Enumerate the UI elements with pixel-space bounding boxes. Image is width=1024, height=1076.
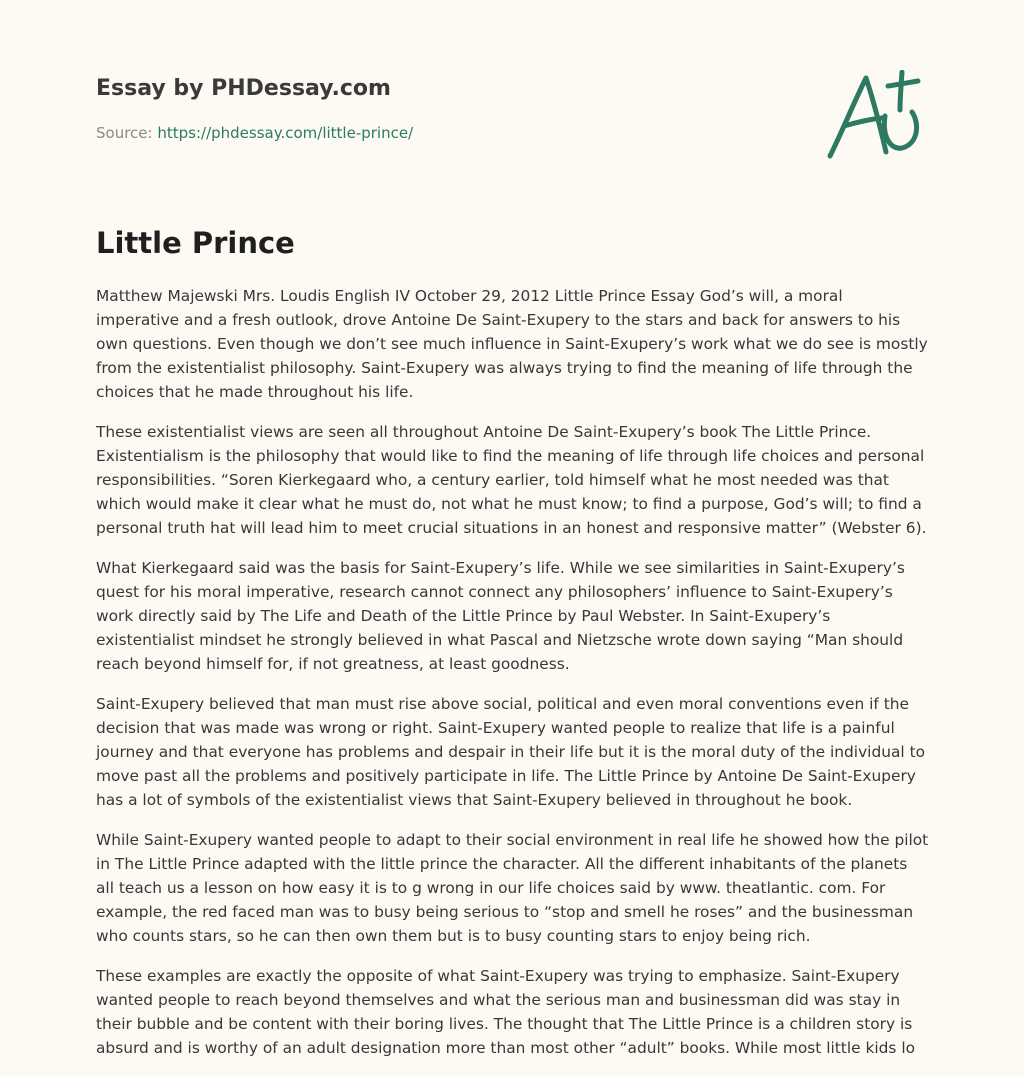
site-brand: Essay by PHDessay.com <box>96 76 391 101</box>
essay-paragraph: These examples are exactly the opposite of what Saint-Exupery was trying to emphasize. Saint-Exupery wanted people to reach beyond themselves and what the serious man and businessman did was stay in their bubble and be content with their boring lives. The thought that The Little Prince is a children story is absurd and is worthy of an adult designation more than most other “adult” books. While most little kids lo <box>96 967 916 1057</box>
essay-body <box>96 284 930 1076</box>
essay-paragraph: While Saint-Exupery wanted people to adapt to their social environment in real life he showed how the pilot in The Little Prince adapted with the little prince the character. All the different inhabitants of the planets all teach us a lesson on how easy it is to g wrong in our life choices said by www. theatlantic. com. For example, the red faced man was to busy being serious to “stop and smell he roses” and the businessman who counts stars, so he can then own them but is to busy counting stars to enjoy being rich. <box>96 831 929 945</box>
source-label: Source: <box>96 124 153 142</box>
essay-paragraph: What Kierkegaard said was the basis for Saint-Exupery’s life. While we see similarities in Saint-Exupery’s quest for his moral imperative, research cannot connect any philosophers’ influence to Saint-Exupery’s work directly said by The Life and Death of the Little Prince by Paul Webster. In Saint-Exupery’s existentialist mindset he strongly believed in what Pascal and Nietzsche wrote down saying “Man should reach beyond himself for, if not greatness, at least goodness. <box>96 559 905 673</box>
essay-paragraph: Saint-Exupery believed that man must rise above social, political and even moral conventions even if the decision that was made was wrong or right. Saint-Exupery wanted people to realize that life is a painful journey and that everyone has problems and despair in their life but it is the moral duty of the individual to move past all the problems and positively participate in life. The Little Prince by Antoine De Saint-Exupery has a lot of symbols of the existentialist views that Saint-Exupery believed in throughout he book. <box>96 695 926 809</box>
source-link[interactable]: https://phdessay.com/little-prince/ <box>157 124 414 142</box>
essay-paragraph: These existentialist views are seen all throughout Antoine De Saint-Exupery’s book The Little Prince. Existentialism is the philosophy that would like to find the meaning of life through life choices and personal responsibilities. “Soren Kierkegaard who, a century earlier, told himself what he most needed was that which would make it clear what he must do, not what he must know; to find a purpose, God’s will; to find a personal truth hat will lead him to meet crucial situations in an honest and responsive matter” (Webster 6). <box>96 423 927 537</box>
essay-page <box>96 0 930 1076</box>
a-plus-logo-icon <box>824 70 924 162</box>
essay-paragraph: Matthew Majewski Mrs. Loudis English IV October 29, 2012 Little Prince Essay God’s will, a moral imperative and a fresh outlook, drove Antoine De Saint-Exupery to the stars and back for answers to his own questions. Even though we don’t see much influence in Saint-Exupery’s work what we do see is mostly from the existentialist philosophy. Saint-Exupery was always trying to find the meaning of life through the choices that he made throughout his life. <box>96 287 928 401</box>
source-line <box>96 124 413 142</box>
essay-title: Little Prince <box>96 226 295 260</box>
page-header <box>96 72 930 172</box>
